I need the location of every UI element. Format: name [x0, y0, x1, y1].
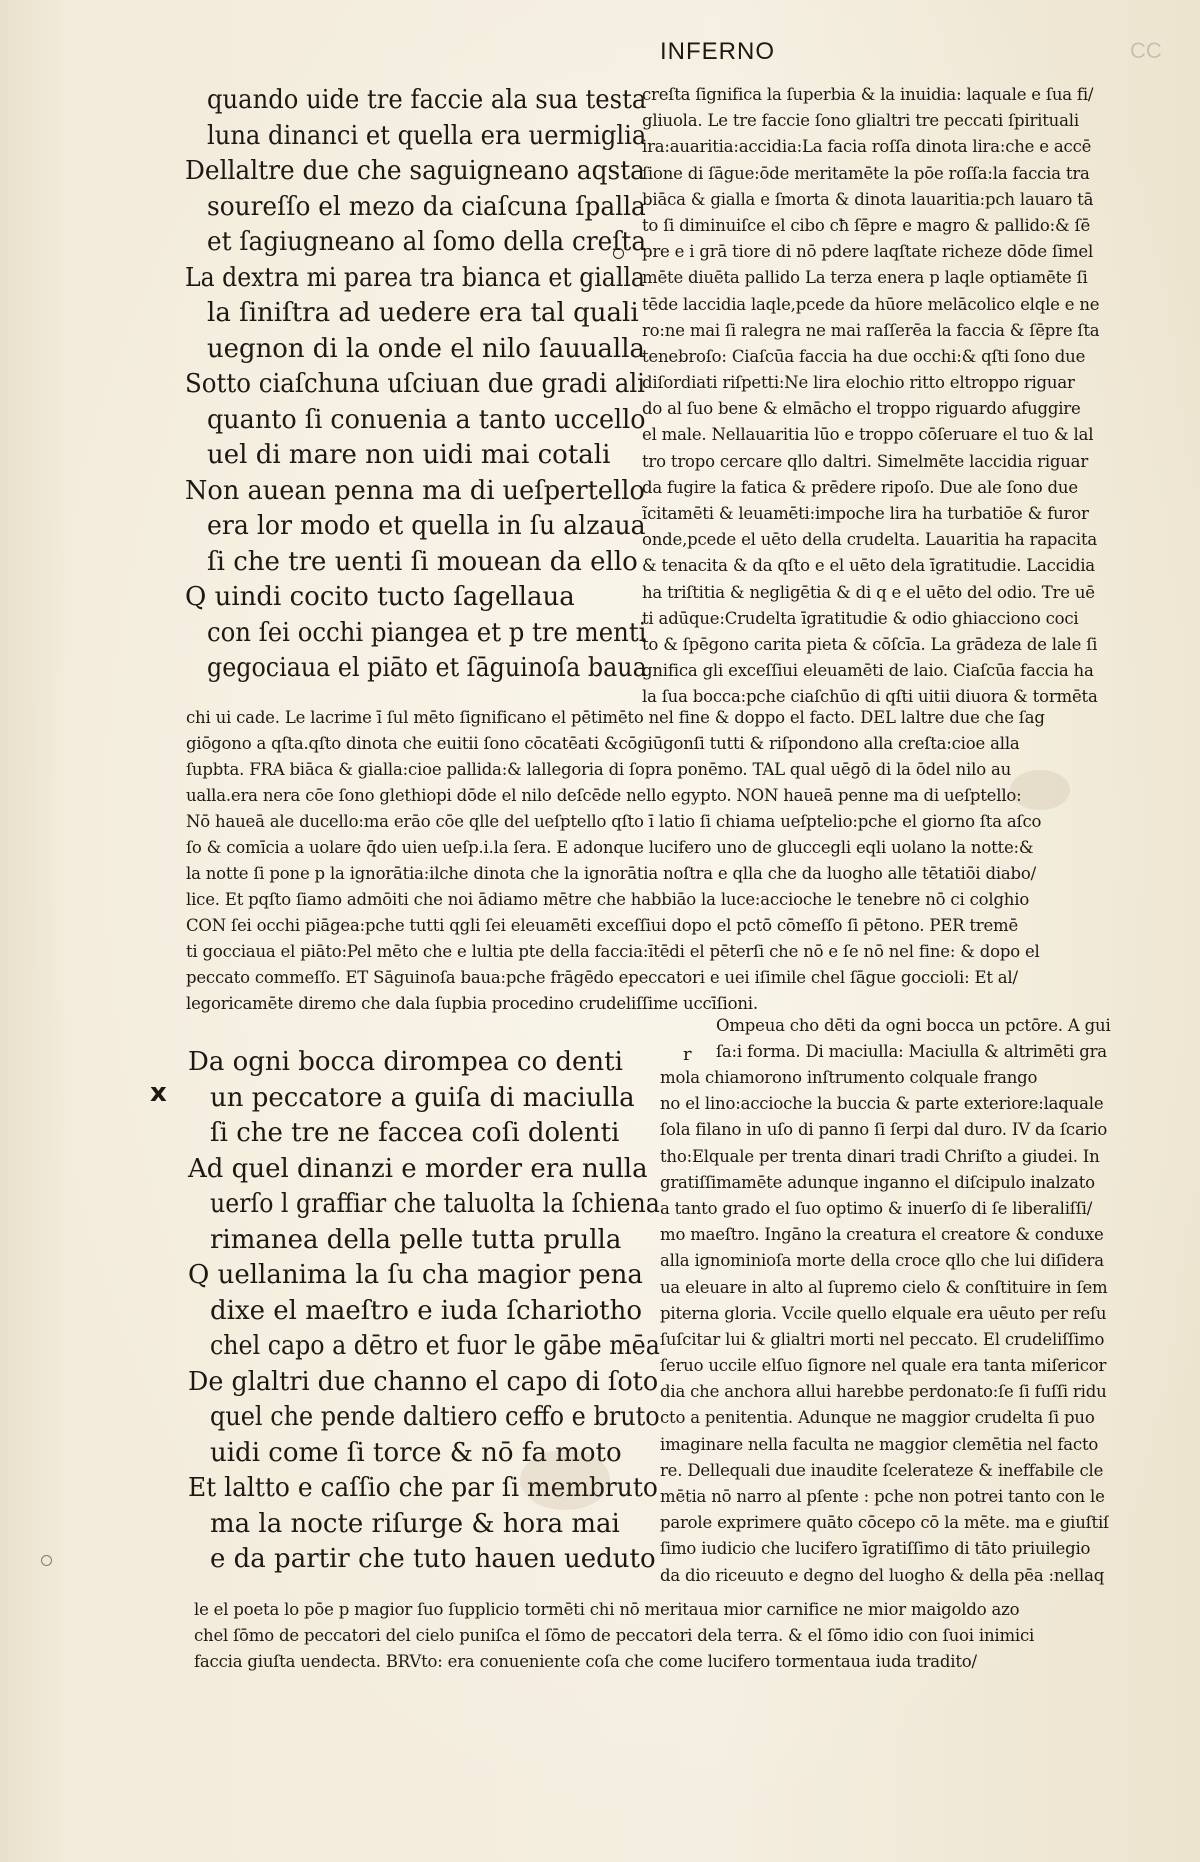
- verse-line: soureſſo el mezo da ciaſcuna ſpalla: [207, 191, 646, 222]
- verse-line: Sotto ciaſchuna uſciuan due gradi ali: [185, 369, 645, 399]
- verse-line: Q uindi cocito tucto ſagellaua: [185, 582, 575, 612]
- verse-line: De glaltri due channo el capo di ſoto: [188, 1366, 659, 1397]
- verse-line: la ſiniſtra ad uedere era tal quali: [207, 298, 639, 328]
- commentary-line: re. Dellequali due inaudite ſcelerateze & ineffabile cle: [660, 1460, 1104, 1480]
- commentary-line: ua eleuare in alto al ſupremo cielo & conſtituire in ſem: [660, 1277, 1108, 1297]
- commentary-line: mēte diuēta pallido La terza enera p laqle optiamēte ſi: [642, 268, 1088, 288]
- commentary-line: ſa:i forma. Di maciulla: Maciulla & altrimēti gra: [716, 1042, 1107, 1062]
- commentary-line: a tanto grado el ſuo optimo & inuerſo di ſe liberaliſſi/: [660, 1198, 1093, 1218]
- commentary-line: imaginare nella faculta ne maggior clemētia nel facto: [660, 1434, 1099, 1454]
- verse-line: uegnon di la onde el nilo ſauualla: [207, 333, 645, 364]
- commentary-line: tro tropo cercare qllo daltri. Simelmēte laccidia riguar: [642, 451, 1089, 471]
- commentary-bottom-lead: [716, 1013, 1111, 1065]
- verse-line: chel capo a dētro et fuor le gābe mēa: [210, 1331, 660, 1361]
- commentary-line: faccia giuſta uendecta. BRVto: era conueniente coſa che come lucifero tormentaua iuda tradito/: [194, 1652, 977, 1671]
- verse-line: Non auean penna ma di ueſpertello: [185, 475, 645, 506]
- ink-dot: [41, 1555, 52, 1566]
- commentary-line: Ompeua cho dēti da ogni bocca un pctōre. A gui: [716, 1016, 1111, 1035]
- verse-line: gegociaua el piāto et ſāguinoſa baua: [207, 653, 647, 683]
- commentary-block-final: [194, 1597, 1034, 1675]
- commentary-line: CON ſei occhi piāgea:pche tutti qgli ſei eleuamēti exceſſiui dopo el pctō cōmeſſo ſi pētono. PER tremē: [186, 916, 1019, 935]
- commentary-line: to & ſpēgono carita pieta & cōſcīa. La grādeza de lale ſi: [642, 634, 1098, 654]
- commentary-line: giōgono a qſta.qſto dinota che euitii ſono cōcatēati &cōgiūgonſi tutti & riſpondono alla creſta:cioe alla: [186, 734, 1020, 753]
- commentary-line: ĩcitamēti & leuamēti:impoche lira ha turbatiōe & furor: [642, 504, 1089, 523]
- commentary-line: la notte ſi pone p la ignorātia:ilche dinota che la ignorātia noſtra e qlla che da luogho alle tētatiōi diabo/: [186, 864, 1037, 883]
- commentary-line: ſeruo uccile elſuo ſignore nel quale era tanta miſericor: [660, 1356, 1107, 1376]
- verse-line: quanto ſi conuenia a tanto uccello: [207, 404, 646, 435]
- verse-line: et ſagiugneano al ſomo della creſta: [207, 227, 647, 257]
- commentary-line: to ſi diminuiſce el cibo cħ ſēpre e magro & pallido:& ſē: [642, 215, 1091, 235]
- commentary-line: tenebroſo: Ciaſcūa faccia ha due occhi:& qſti ſono due: [642, 346, 1086, 366]
- commentary-line: gratiſſimamēte adunque inganno el diſcipulo inalzato: [660, 1172, 1095, 1192]
- verse-line: dixe el maeſtro e iuda ſchariotho: [210, 1295, 642, 1326]
- commentary-line: mo maeſtro. Ingāno la creatura el creatore & conduxe: [660, 1225, 1104, 1245]
- commentary-line: legoricamēte diremo che dala ſupbia procedino crudeliſſime uccīſioni.: [186, 994, 758, 1013]
- paper-stain: [1010, 770, 1070, 810]
- verse-line: un peccatore a guiſa di maciulla: [210, 1082, 635, 1113]
- commentary-line: ti adūque:Crudelta īgratitudie & odio ghiacciono coci: [642, 608, 1079, 628]
- verse-line: Et laltto e caſſio che par ſi membruto: [188, 1473, 658, 1503]
- commentary-line: creſta ſignifica la ſuperbia & la inuidia: laquale e ſua fi/: [642, 85, 1094, 104]
- commentary-line: do al ſuo bene & elmācho el troppo riguardo afuggire: [642, 399, 1081, 419]
- paper-stain: [520, 1450, 610, 1510]
- commentary-line: da fugire la fatica & prēdere ripoſo. Due ale ſono due: [642, 477, 1078, 497]
- commentary-block-bottom: [660, 1065, 1109, 1589]
- verse-line: e da partir che tuto hauen ueduto: [210, 1544, 656, 1574]
- verse-line: ſi che tre uenti ſi mouean da ello: [207, 546, 638, 577]
- verse-line: uidi come ſi torce & nō fa moto: [210, 1437, 622, 1468]
- commentary-line: diſordiati riſpetti:Ne lira elochio ritto eltroppo riguar: [642, 373, 1075, 393]
- commentary-line: ſo & comīcia a uolare q̄do uien ueſp.i.la ſera. E adonque lucifero uno de gluccegli eqli uolano la notte:&: [186, 838, 1034, 857]
- commentary-line: Nō haueā ale ducello:ma erāo cōe qlle del ueſptello qſto ī latio ſi chiama ueſptelio:pche el giorno ſta aſco: [186, 812, 1042, 831]
- commentary-line: le el poeta lo pōe p magior ſuo ſupplicio tormēti chi nō meritaua mior carnifice ne mior maigoldo azo: [194, 1600, 1020, 1619]
- commentary-line: ſimo iudicio che lucifero īgratiſſimo di tāto priuilegio: [660, 1539, 1091, 1559]
- commentary-line: peccato commeſſo. ET Sāguinoſa baua:pche frāgēdo epeccatori e uei iſimile chel ſāgue goccioli: Et al/: [186, 968, 1018, 987]
- commentary-line: dia che anchora allui harebbe perdonato:ſe ſi fuſſi ridu: [660, 1382, 1107, 1402]
- verse-line: rimanea della pelle tutta prulla: [210, 1224, 622, 1255]
- commentary-line: mētia nō narro al pſente : pche non potrei tanto con le: [660, 1487, 1105, 1506]
- commentary-line: la ſua bocca:pche ciaſchūo di qſti uitii diuora & tormēta: [642, 687, 1098, 707]
- commentary-line: no el lino:accioche la buccia & parte exteriore:laquale: [660, 1094, 1104, 1114]
- commentary-line: ſupbta. FRA biāca & gialla:cioe pallida:& lallegoria di ſopra ponēmo. TAL qual uēgō di la ōdel nilo au: [186, 760, 1012, 779]
- verse-line: quel che pende daltiero ceffo e bruto: [210, 1402, 660, 1432]
- verse-line: quando uide tre faccie ala sua testa: [207, 85, 647, 115]
- commentary-line: cto a penitentia. Adunque ne maggior crudelta ſi puo: [660, 1408, 1095, 1428]
- commentary-line: gnifica gli exceſſiui eleuamēti de laio. Ciaſcūa faccia ha: [642, 661, 1094, 681]
- commentary-line: ti gocciaua el piāto:Pel mēto che e lultia pte della faccia:ītēdi el pēterſi che nō e ſe nō nel fine: & dopo el: [186, 942, 1040, 961]
- verse-line: Q uellanima la ſu cha magior pena: [188, 1260, 643, 1290]
- ink-dot: [613, 248, 624, 259]
- commentary-line: mola chiamorono inſtrumento colquale frango: [660, 1068, 1038, 1087]
- commentary-line: onde,pcede el uēto della crudelta. Lauaritia ha rapacita: [642, 530, 1098, 550]
- commentary-line: tēde laccidia laqle,pcede da hūore melācolico elqle e ne: [642, 294, 1100, 314]
- verse-line: La dextra mi parea tra bianca et gialla: [185, 262, 645, 293]
- verse-line: uerſo l graffiar che taluolta la ſchiena: [210, 1189, 660, 1219]
- commentary-line: ſuſcitar lui & glialtri morti nel peccato. El crudeliſſimo: [660, 1329, 1105, 1349]
- commentary-line: lice. Et pqſto ſiamo admōiti che noi ādiamo mētre che habbiāo la luce:accioche le tenebre nō ci colghio: [186, 890, 1030, 909]
- commentary-line: piterna gloria. Vccile quello elquale era uēuto per reſu: [660, 1303, 1107, 1323]
- verse-block-bottom: [188, 1045, 705, 1578]
- verse-line: ma la nocte riſurge & hora mai: [210, 1508, 620, 1539]
- commentary-line: ira:auaritia:accidia:La facia roſſa dinota lira:che e accē: [642, 137, 1092, 157]
- verse-line: ſi che tre ne faccea coſi dolenti: [210, 1118, 620, 1148]
- verse-line: Dellaltre due che saguigneano aqsta: [185, 156, 645, 186]
- margin-x-mark: x: [150, 1078, 167, 1108]
- commentary-line: da dio riceuuto e degno del luogho & della pēa :nellaq: [660, 1565, 1105, 1585]
- show-through-title: CC: [1130, 38, 1162, 63]
- commentary-line: tho:Elquale per trenta dinari tradi Chriſto a giudei. In: [660, 1146, 1100, 1166]
- commentary-line: & tenacita & da qſto e el uēto dela īgratitudie. Laccidia: [642, 556, 1095, 576]
- commentary-block-middle: [186, 705, 1045, 1017]
- commentary-line: ſione di ſāgue:ōde meritamēte la pōe roſſa:la faccia tra: [642, 163, 1090, 183]
- verse-block-top: [185, 83, 693, 687]
- commentary-line: ſola filano in uſo di panno ſi ſerpi dal duro. IV da ſcario: [660, 1120, 1108, 1140]
- verse-line: uel di mare non uidi mai cotali: [207, 440, 611, 470]
- commentary-line: ha triſtitia & negligētia & di q e el uēto del odio. Tre uē: [642, 582, 1095, 602]
- commentary-line: parole exprimere quāto cōcepo cō la mēte. ma e giuſtiſ: [660, 1513, 1109, 1533]
- verse-line: era lor modo et quella in ſu alzaua: [207, 511, 646, 541]
- commentary-line: ualla.era nera cōe ſono glethiopi dōde el nilo deſcēde nello egypto. NON haueā penne ma di ueſptello:: [186, 786, 1022, 805]
- verse-line: Da ogni bocca dirompea co denti: [188, 1047, 623, 1077]
- commentary-line: chel ſōmo de peccatori del cielo puniſca el ſōmo de peccatori dela terra. & el ſōmo idio con ſuoi inimici: [194, 1626, 1035, 1645]
- running-title: INFERNO: [660, 38, 775, 65]
- commentary-block-top: [642, 82, 1099, 711]
- commentary-line: gliuola. Le tre faccie ſono glialtri tre peccati ſpirituali: [642, 111, 1079, 131]
- verse-line: Ad quel dinanzi e morder era nulla: [188, 1153, 648, 1184]
- commentary-line: biāca & gialla e ſmorta & dinota lauaritia:pch lauaro tā: [642, 189, 1094, 209]
- verse-line: luna dinanci et quella era uermiglia: [207, 120, 647, 151]
- commentary-line: alla ignominioſa morte della croce qllo che lui diſidera: [660, 1251, 1104, 1271]
- commentary-line: ro:ne mai ſi ralegra ne mai raſſerēa la faccia & ſēpre ſta: [642, 320, 1100, 340]
- commentary-line: el male. Nellauaritia lūo e troppo cōſeruare el tuo & lal: [642, 425, 1094, 445]
- commentary-line: pre e i grā tiore di nō pdere laqſtate richeze dōde ſimel: [642, 242, 1094, 262]
- drop-initial-guide-letter: r: [683, 1044, 692, 1065]
- verse-line: con ſei occhi piangea et p tre menti: [207, 617, 647, 648]
- commentary-line: chi ui cade. Le lacrime ī ſul mēto ſignificano el pētimēto nel fine & doppo el facto. DEL laltre due che ſag: [186, 708, 1045, 727]
